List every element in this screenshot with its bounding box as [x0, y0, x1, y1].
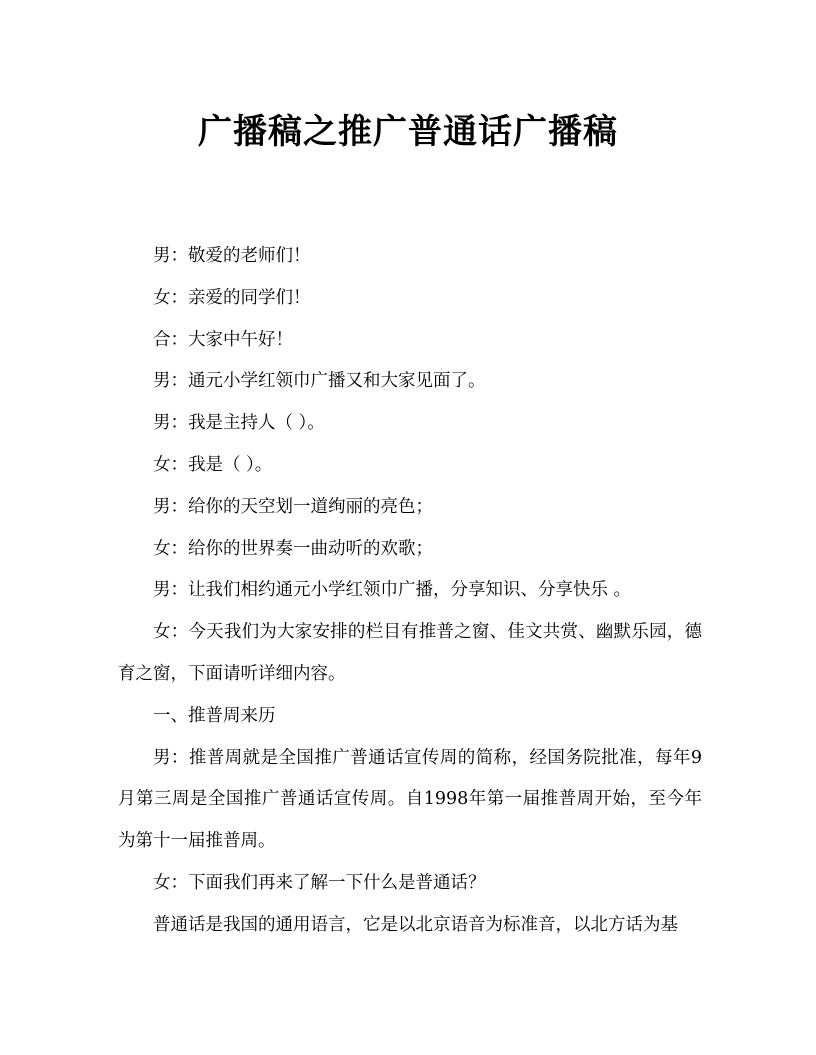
- document-title: 广播稿之推广普通话广播稿: [198, 112, 618, 152]
- section-heading-history: 一、推普周来历: [153, 705, 276, 726]
- paragraph-greeting-all: 合：大家中午好！: [153, 329, 293, 350]
- paragraph-host-female: 女：我是（ ）。: [153, 454, 273, 475]
- paragraph-greeting-teachers: 男：敬爱的老师们！: [153, 246, 311, 266]
- paragraph-question: 女：下面我们再来了解一下什么是普通话？: [153, 872, 486, 893]
- paragraph-host-male: 男：我是主持人（ ）。: [153, 413, 325, 434]
- paragraph-program-list: 女：今天我们为大家安排的栏目有推普之窗、佳文共赏、幽默乐园，德育之窗，下面请听详细内容。: [118, 622, 702, 684]
- paragraph-history: 男：推普周就是全国推广普通话宣传周的简称，经国务院批准，每年9月第三周是全国推广普通话宣传周。自1998年第一届推普周开始，至今年为第十一届推普周。: [118, 747, 702, 852]
- paragraph-greeting-students: 女：亲爱的同学们！: [153, 287, 311, 308]
- paragraph-definition: 普通话是我国的通用语言，它是以北京语音为标准音，以北方话为基: [153, 914, 678, 935]
- paragraph-broadcast-intro: 男：通元小学红领巾广播又和大家见面了。: [153, 371, 486, 392]
- paragraph-song-line: 女：给你的世界奏一曲动听的欢歌；: [153, 538, 433, 559]
- paragraph-share-line: 男：让我们相约通元小学红领巾广播，分享知识、分享快乐 。: [153, 580, 632, 601]
- paragraph-sky-line: 男：给你的天空划一道绚丽的亮色；: [153, 496, 433, 517]
- document-body: [118, 236, 702, 947]
